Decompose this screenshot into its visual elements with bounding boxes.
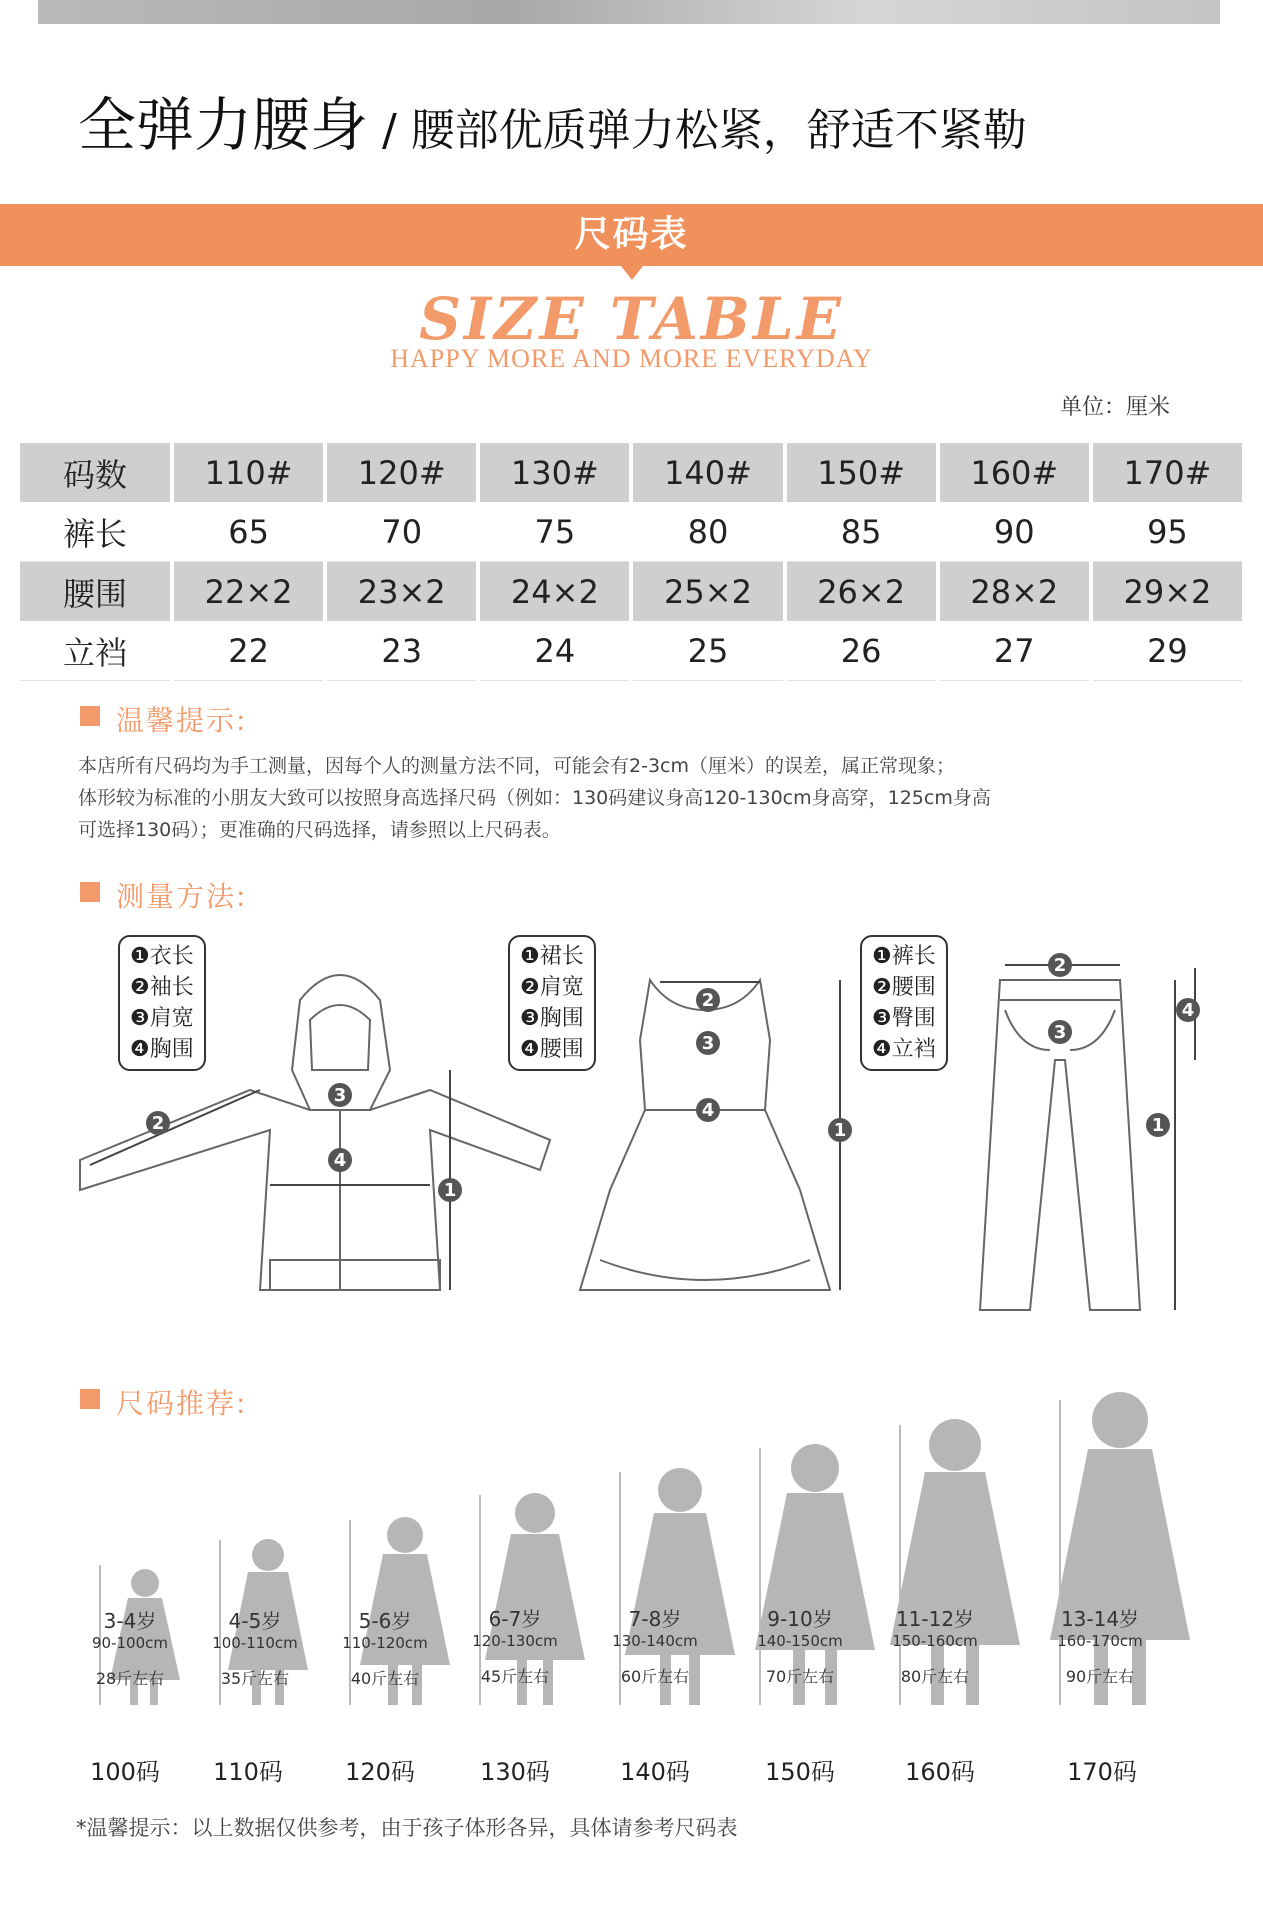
height-label: 140-150cm xyxy=(757,1632,843,1650)
tips-title: 温馨提示: xyxy=(116,704,248,737)
size-table-subtitle: HAPPY MORE AND MORE EVERYDAY xyxy=(390,344,873,373)
footnote: *温馨提示：以上数据仅供参考，由于孩子体形各异，具体请参考尺码表 xyxy=(76,1816,738,1840)
table-cell: 27 xyxy=(940,621,1089,681)
table-cell: 23×2 xyxy=(327,562,476,621)
age-label: 3-4岁 xyxy=(103,1609,157,1633)
section-marker xyxy=(80,882,100,902)
dress-legend xyxy=(508,935,596,1071)
svg-text:2: 2 xyxy=(151,1113,165,1134)
table-cell: 95 xyxy=(1093,502,1242,562)
tips-line: 体形较为标准的小朋友大致可以按照身高选择尺码（例如：130码建议身高120-130cm身高穿，125cm身高 xyxy=(78,787,991,809)
banner-title: 尺码表 xyxy=(574,214,689,255)
table-cell: 90 xyxy=(940,502,1089,562)
table-cell: 70 xyxy=(327,502,476,562)
table-cell: 24 xyxy=(480,621,629,681)
table-header-cell: 170# xyxy=(1093,443,1242,502)
height-label: 160-170cm xyxy=(1057,1632,1143,1650)
size-label: 150码 xyxy=(765,1758,835,1786)
banner-notch xyxy=(621,266,643,280)
pants-illustration xyxy=(960,950,1220,1330)
tips-line: 可选择130码）；更准确的尺码选择，请参照以上尺码表。 xyxy=(78,819,561,841)
legend-item: ❸臀围 xyxy=(872,1006,936,1031)
table-header-cell: 130# xyxy=(480,443,629,502)
svg-text:2: 2 xyxy=(701,990,715,1011)
legend-item: ❷肩宽 xyxy=(520,975,584,1000)
size-table xyxy=(16,443,1246,681)
weight-label: 60斤左右 xyxy=(620,1667,690,1686)
table-cell: 26×2 xyxy=(787,562,936,621)
legend-item: ❶裤长 xyxy=(872,944,936,969)
table-cell: 24×2 xyxy=(480,562,629,621)
size-label: 130码 xyxy=(480,1758,550,1786)
table-cell: 28×2 xyxy=(940,562,1089,621)
age-label: 5-6岁 xyxy=(358,1609,412,1633)
table-cell: 80 xyxy=(633,502,782,562)
svg-text:4: 4 xyxy=(333,1150,347,1171)
legend-item: ❷腰围 xyxy=(872,975,936,1000)
table-row-label: 腰围 xyxy=(20,562,170,621)
recommend-item xyxy=(325,1605,445,1689)
table-cell: 85 xyxy=(787,502,936,562)
svg-text:3: 3 xyxy=(333,1085,347,1106)
svg-text:1: 1 xyxy=(1151,1115,1165,1136)
recommend-title: 尺码推荐: xyxy=(116,1387,248,1420)
height-label: 130-140cm xyxy=(612,1632,698,1650)
height-label: 100-110cm xyxy=(212,1634,298,1652)
table-cell: 26 xyxy=(787,621,936,681)
table-header-cell: 150# xyxy=(787,443,936,502)
table-cell: 75 xyxy=(480,502,629,562)
height-label: 110-120cm xyxy=(342,1634,428,1652)
height-label: 150-160cm xyxy=(892,1632,978,1650)
size-label: 170码 xyxy=(1067,1758,1137,1786)
weight-label: 40斤左右 xyxy=(350,1669,420,1688)
weight-label: 90斤左右 xyxy=(1065,1667,1135,1686)
age-label: 4-5岁 xyxy=(228,1609,282,1633)
age-label: 7-8岁 xyxy=(628,1607,682,1631)
recommend-item xyxy=(195,1605,315,1689)
svg-text:1: 1 xyxy=(443,1180,457,1201)
unit-label: 单位：厘米 xyxy=(1060,395,1171,420)
legend-item: ❸肩宽 xyxy=(130,1006,194,1031)
legend-item: ❷袖长 xyxy=(130,975,194,1000)
jacket-legend xyxy=(118,935,206,1071)
table-header-cell: 110# xyxy=(174,443,323,502)
height-label: 90-100cm xyxy=(92,1634,168,1652)
recommend-item xyxy=(875,1603,995,1687)
headline-main: 全弹力腰身 xyxy=(78,91,369,159)
recommend-item xyxy=(595,1603,715,1687)
tips-line: 本店所有尺码均为手工测量，因每个人的测量方法不同，可能会有2-3cm（厘米）的误差，属正常现象； xyxy=(78,755,955,777)
legend-item: ❸胸围 xyxy=(520,1006,584,1031)
table-row xyxy=(20,562,1242,621)
measure-title: 测量方法: xyxy=(116,880,248,913)
legend-item: ❶裙长 xyxy=(520,944,584,969)
table-cell: 22×2 xyxy=(174,562,323,621)
table-header-cell: 120# xyxy=(327,443,476,502)
pants-legend xyxy=(860,935,948,1071)
age-label: 6-7岁 xyxy=(488,1607,542,1631)
svg-text:4: 4 xyxy=(701,1100,715,1121)
legend-item: ❹腰围 xyxy=(520,1037,584,1062)
svg-text:4: 4 xyxy=(1181,1000,1195,1021)
recommend-item xyxy=(1035,1603,1165,1687)
headline-sub: 腰部优质弹力松紧，舒适不紧勒 xyxy=(410,105,1027,156)
age-label: 13-14岁 xyxy=(1060,1607,1140,1631)
legend-item: ❹胸围 xyxy=(130,1037,194,1062)
headline xyxy=(78,78,1027,162)
svg-text:3: 3 xyxy=(701,1033,715,1054)
table-row xyxy=(20,502,1242,562)
product-photo-strip xyxy=(38,0,1220,24)
size-label: 110码 xyxy=(213,1758,283,1786)
table-header-row xyxy=(20,443,1242,502)
section-marker xyxy=(80,706,100,726)
svg-text:1: 1 xyxy=(833,1120,847,1141)
recommend-item xyxy=(70,1605,190,1689)
recommend-item xyxy=(740,1603,860,1687)
size-label: 140码 xyxy=(620,1758,690,1786)
legend-item: ❶衣长 xyxy=(130,944,194,969)
headline-separator: / xyxy=(368,105,411,156)
weight-label: 70斤左右 xyxy=(765,1667,835,1686)
weight-label: 80斤左右 xyxy=(900,1667,970,1686)
table-cell: 29×2 xyxy=(1093,562,1242,621)
tips-text xyxy=(78,750,1198,846)
table-header-cell: 码数 xyxy=(20,443,170,502)
table-row-label: 立裆 xyxy=(20,621,170,681)
age-label: 11-12岁 xyxy=(895,1607,975,1631)
size-label: 160码 xyxy=(905,1758,975,1786)
recommend-item xyxy=(455,1603,575,1687)
table-header-cell: 160# xyxy=(940,443,1089,502)
weight-label: 35斤左右 xyxy=(220,1669,290,1688)
size-label: 120码 xyxy=(345,1758,415,1786)
table-cell: 25×2 xyxy=(633,562,782,621)
height-label: 120-130cm xyxy=(472,1632,558,1650)
svg-text:2: 2 xyxy=(1053,955,1067,976)
table-cell: 23 xyxy=(327,621,476,681)
svg-text:3: 3 xyxy=(1053,1022,1067,1043)
size-table-title: SIZE TABLE xyxy=(419,285,844,353)
size-label: 100码 xyxy=(90,1758,160,1786)
table-header-cell: 140# xyxy=(633,443,782,502)
table-cell: 22 xyxy=(174,621,323,681)
table-cell: 65 xyxy=(174,502,323,562)
legend-item: ❹立裆 xyxy=(872,1037,936,1062)
age-label: 9-10岁 xyxy=(767,1607,833,1631)
weight-label: 28斤左右 xyxy=(95,1669,165,1688)
dress-illustration xyxy=(560,960,860,1320)
table-row-label: 裤长 xyxy=(20,502,170,562)
weight-label: 45斤左右 xyxy=(480,1667,550,1686)
table-cell: 29 xyxy=(1093,621,1242,681)
table-row xyxy=(20,621,1242,681)
table-cell: 25 xyxy=(633,621,782,681)
